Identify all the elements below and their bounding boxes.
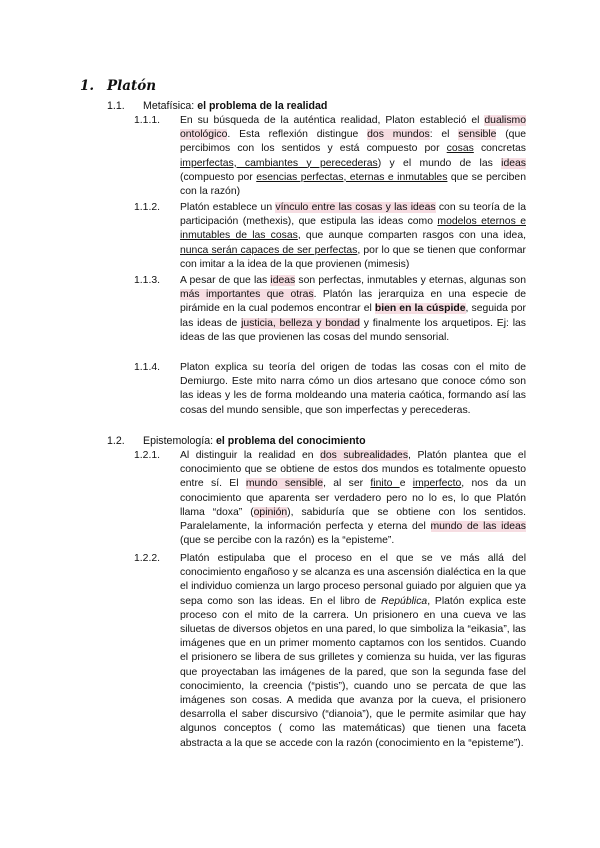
text-run: , que aunque comparten rasgos con una idea, [297,230,526,242]
emphasis-text: vínculo entre las cosas y las ideas [275,202,436,213]
text-run: con su teoría de la participación (methexis), que estipula las ideas como [180,202,526,228]
emphasis-text: bien en la cúspide [374,303,466,315]
text-run: ) y el mundo de las [377,157,502,169]
text-run: concretas [473,143,527,155]
item-number: 1.2.1. [134,450,160,461]
section-number: 1.1. [107,100,125,112]
item-number: 1.1.2. [134,202,160,213]
text-run: Platon explica su teoría del origen de todas las cosas con el mito de Demiurgo. Este mito narra cómo un dios artesano que conoce cómo son las ideas y les de forma moldeando una materia caótica, formando así las cosas del mundo sensible, que son imperfectas y perecederas. [180,362,526,416]
emphasis-text: más importantes que otras [180,289,314,301]
item-text [180,552,526,751]
item-text [180,449,526,548]
emphasis-text: justicia, belleza y bondad [241,317,360,329]
emphasis-text: cosas [446,143,474,155]
emphasis-text: ideas [270,275,296,286]
text-run: y finalmente los arquetipos. Ej: las ideas de las que provienen las cosas del mundo sensorial. [180,317,527,343]
text-run: , al ser [323,478,371,490]
text-run: Platón estipulaba que el proceso en el que se ve más allá del conocimiento engañoso y se alcanza es una ascensión dialéctica en la que el individuo comienza un largo proceso personal guiado por alguien que ya sepa como son las ideas. En el libro de [180,553,527,607]
text-run: , Platón explica este proceso con el mito de la carrera. Un prisionero en una cueva ve las siluetas de diversos objetos en una pared, lo que simboliza la “eikasia”, las imágenes que en un primer momento captamos con los sentidos. Cuando el prisionero se libera de sus grilletes y comienza su huida, ver las figuras que proyectaban las imágenes de la pared, que son la segunda fase del conocimiento, la creencia (“pistis”), cuando uno se percata de que las imágenes son cosas. A medida que avanza por la cueva, el prisionero desarrolla el saber discursivo (“dianoia”), que le permite asimilar que hay algunos conceptos ( como las matemáticas) que tienen una faceta abstracta a la que se accede con la razón (conocimiento en la “episteme”). [180,595,526,749]
list-item [134,449,526,548]
emphasis-text: mundo sensible [245,478,324,490]
text-run: e [399,478,413,490]
main-heading [80,78,156,94]
item-number: 1.2.2. [134,553,160,564]
text-run: , seguida por las ideas de [180,303,526,329]
text-run: Al distinguir la realidad en [180,450,321,461]
list-item [134,552,526,751]
list-item [134,361,526,418]
section-number: 1.2. [107,435,125,447]
text-run: A pesar de que las [180,275,271,286]
item-text [180,114,526,199]
item-number: 1.1.3. [134,275,160,286]
emphasis-text: mundo de las ideas [430,521,526,533]
emphasis-text: opinión [253,506,288,518]
heading-number: 1. [80,78,95,94]
emphasis-text: dos mundos [367,129,430,141]
list-item [134,201,526,272]
text-run: que se perciben con la razón) [180,171,526,198]
text-run: , por lo que se tienen que conformar con imitar a la idea de la que provienen (mimesis) [180,244,526,270]
text-run: ), sabiduría que se obtiene con los sentidos. Paralelamente, la información perfecta y eterna del [180,506,526,533]
text-run: . Platón las jerarquiza en una especie de pirámide en la cual podemos encontrar el [180,289,527,315]
emphasis-text: sensible [458,129,497,141]
emphasis-text: nunca serán capaces de ser perfectas [180,244,358,256]
text-run: , Platón plantea que el conocimiento que se obtiene de estos dos mundos es totalmente opuesto entre sí. El [180,450,526,490]
text-run: , nos da un conocimiento que aparenta ser verdadero pero no lo es, lo que Platón llama “doxa” ( [180,478,526,518]
section-label: Metafísica: [143,100,195,112]
heading-title: Platón [107,78,157,94]
list-item [134,274,526,345]
text-run: Platón establece un [180,202,276,213]
text-run: En su búsqueda de la auténtica realidad, Platon estableció el [180,115,485,126]
text-run: son perfectas, inmutables y eternas, algunas son [295,275,526,286]
item-text [180,361,526,418]
item-text [180,274,526,345]
emphasis-text: imperfectas, cambiantes y perecederas [180,157,378,169]
emphasis-text: ideas [501,157,526,169]
text-run: (que se percibe con la razón) es la “episteme”. [180,535,395,547]
item-number: 1.1.1. [134,115,160,126]
section-subtitle: el problema de la realidad [197,100,328,112]
text-run: (que percibimos con los sentidos y está compuesto por [180,129,527,155]
emphasis-text: dualismo ontológico [180,115,526,141]
list-item [134,114,526,199]
emphasis-text: República [381,595,428,607]
section-heading [107,435,366,447]
text-run: . Esta reflexión distingue [227,129,368,141]
emphasis-text: finito [370,478,400,490]
text-run: (compuesto por [180,171,257,183]
item-number: 1.1.4. [134,362,160,373]
section-heading [107,100,327,112]
emphasis-text: modelos eternos e inmutables de las cosas [180,216,526,242]
section-subtitle: el problema del conocimiento [216,435,366,447]
emphasis-text: dos subrealidades [320,450,409,461]
item-text [180,201,526,272]
text-run: : el [429,129,459,141]
emphasis-text: imperfecto [412,478,462,490]
emphasis-text: esencias perfectas, eternas e inmutables [256,171,448,183]
section-label: Epistemología: [143,435,214,447]
